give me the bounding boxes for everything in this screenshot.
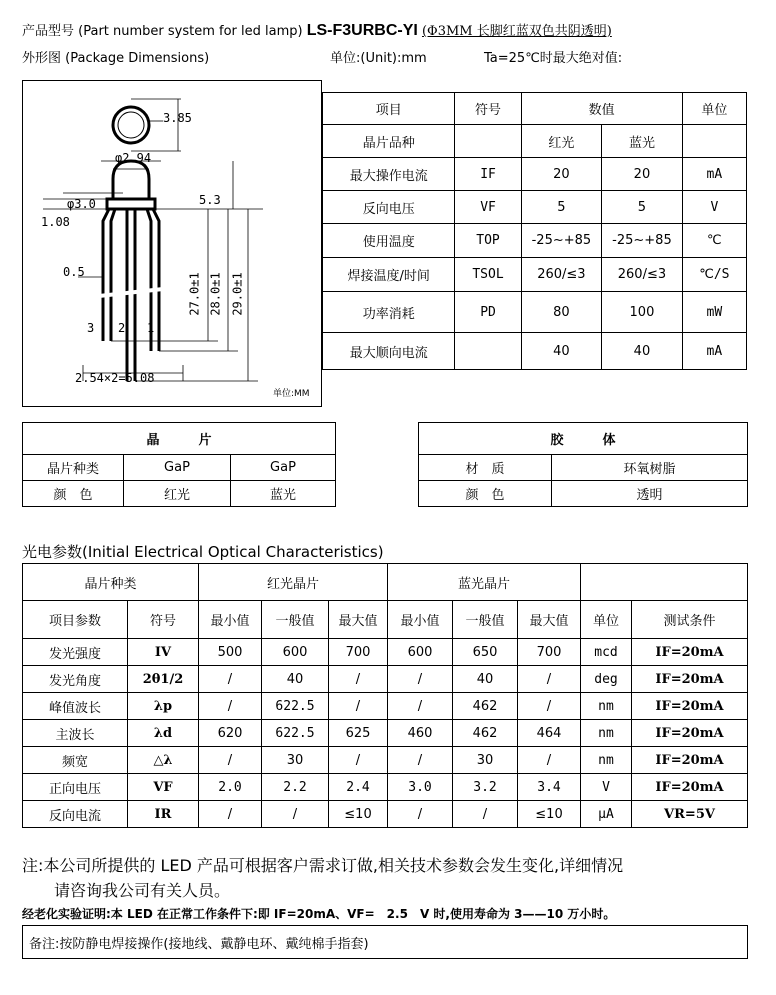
cell: VR=5V: [632, 801, 748, 828]
cell: △λ: [128, 747, 199, 774]
cell: -25~+85: [602, 224, 683, 258]
cell: mW: [682, 292, 746, 333]
header-cell: 符号: [128, 601, 199, 639]
cell: mA: [682, 333, 746, 370]
header-cell: 最大值: [518, 601, 581, 639]
ta-label: Ta=25℃时最大绝对值:: [484, 51, 623, 66]
group-header: 蓝光晶片: [388, 564, 581, 601]
header-cell: 一般值: [262, 601, 329, 639]
cell: 2θ1/2: [128, 666, 199, 693]
cell: 625: [329, 720, 388, 747]
led-outline-svg: [23, 81, 321, 406]
cell: PD: [455, 292, 521, 333]
unit-note: 单位:MM: [273, 389, 310, 399]
cell: 30: [453, 747, 518, 774]
cell: 40: [453, 666, 518, 693]
cell: /: [262, 801, 329, 828]
header-cell: 单位: [581, 601, 632, 639]
cell: IF=20mA: [632, 693, 748, 720]
cell: ℃/S: [682, 258, 746, 292]
colloid-title: 胶 体: [419, 423, 748, 455]
cell: 2.0: [199, 774, 262, 801]
table-row: [419, 455, 748, 481]
cell: 焊接温度/时间: [323, 258, 455, 292]
table-row: [23, 601, 748, 639]
cell: 发光角度: [23, 666, 128, 693]
pin-2: 2: [118, 321, 126, 335]
table-row: [23, 666, 748, 693]
cell: GaP: [231, 455, 336, 481]
cell: 3.4: [518, 774, 581, 801]
cell: IF: [455, 158, 521, 191]
header-cell: 最大值: [329, 601, 388, 639]
abs-max-table: [322, 92, 747, 370]
table-row: [23, 423, 336, 455]
cell: 30: [262, 747, 329, 774]
note-line2: 请咨询我公司有关人员。: [54, 881, 231, 900]
cell: 蓝光: [231, 481, 336, 507]
cell: [682, 125, 746, 158]
cell: 260/≤3: [602, 258, 683, 292]
cell: IF=20mA: [632, 774, 748, 801]
cell: VF: [455, 191, 521, 224]
cell: λd: [128, 720, 199, 747]
cell: TSOL: [455, 258, 521, 292]
cell: 主波长: [23, 720, 128, 747]
header-cell: 一般值: [453, 601, 518, 639]
cell: 600: [388, 639, 453, 666]
outline-en: (Package Dimensions): [65, 51, 210, 66]
cell: mcd: [581, 639, 632, 666]
remark-box: [22, 925, 748, 959]
cell: 5: [521, 191, 602, 224]
cell: /: [453, 801, 518, 828]
cell: 2.4: [329, 774, 388, 801]
cell: 260/≤3: [521, 258, 602, 292]
header-cell: 符号: [455, 93, 521, 125]
dim-lead: 0.5: [63, 265, 85, 279]
header-cell: 数值: [521, 93, 682, 125]
cell: 蓝光: [602, 125, 683, 158]
outline-label: 外形图: [22, 51, 62, 66]
table-row: [23, 564, 748, 601]
cell: /: [388, 747, 453, 774]
cell: TOP: [455, 224, 521, 258]
cell: 40: [262, 666, 329, 693]
table-row: [323, 224, 747, 258]
optical-table: [22, 563, 748, 828]
cell: /: [388, 801, 453, 828]
cell: nm: [581, 747, 632, 774]
cell: 700: [329, 639, 388, 666]
cell: 晶片品种: [323, 125, 455, 158]
cell: /: [518, 693, 581, 720]
table-row: [23, 693, 748, 720]
cell: V: [581, 774, 632, 801]
cell: /: [388, 693, 453, 720]
cell: 100: [602, 292, 683, 333]
header-cell: 测试条件: [632, 601, 748, 639]
table-row: [23, 720, 748, 747]
cell: GaP: [124, 455, 231, 481]
cell: V: [682, 191, 746, 224]
cell: /: [388, 666, 453, 693]
cell: /: [199, 666, 262, 693]
cell: 80: [521, 292, 602, 333]
cell: 5: [602, 191, 683, 224]
table-row: [23, 481, 336, 507]
group-header: 红光晶片: [199, 564, 388, 601]
cell: 颜 色: [419, 481, 552, 507]
cell: 622.5: [262, 693, 329, 720]
cell: /: [329, 693, 388, 720]
cell: 700: [518, 639, 581, 666]
cell: ℃: [682, 224, 746, 258]
header-cell: 最小值: [388, 601, 453, 639]
cell: /: [199, 693, 262, 720]
cell: 3.2: [453, 774, 518, 801]
chip-title: 晶 片: [23, 423, 336, 455]
cell: 反向电流: [23, 801, 128, 828]
cell: μA: [581, 801, 632, 828]
table-row: [323, 158, 747, 191]
cell: VF: [128, 774, 199, 801]
cell: 最大操作电流: [323, 158, 455, 191]
pin-1: 1: [147, 321, 155, 335]
cell: nm: [581, 720, 632, 747]
table-row: [419, 423, 748, 455]
cell: 材 质: [419, 455, 552, 481]
cell: 透明: [552, 481, 748, 507]
cell: mA: [682, 158, 746, 191]
cell: ≤10: [518, 801, 581, 828]
cell: /: [199, 801, 262, 828]
cell: /: [199, 747, 262, 774]
dim-pitch: 2.54×2=5.08: [75, 371, 155, 385]
group-header-empty: [581, 564, 748, 601]
cell: IF=20mA: [632, 720, 748, 747]
cell: IV: [128, 639, 199, 666]
cell: 462: [453, 720, 518, 747]
cell: [455, 125, 521, 158]
cell: 464: [518, 720, 581, 747]
cell: 红光: [521, 125, 602, 158]
part-desc: (Φ3MM 长脚红蓝双色共阴透明): [421, 24, 612, 39]
cell: /: [518, 747, 581, 774]
dim-len1: 27.0±1: [187, 272, 202, 316]
header-cell: 项目参数: [23, 601, 128, 639]
cell: /: [329, 666, 388, 693]
pin-3: 3: [87, 321, 95, 335]
header-line2: [22, 47, 209, 66]
cell: 3.0: [388, 774, 453, 801]
optical-title: 光电参数(Initial Electrical Optical Characteristics): [22, 543, 384, 561]
cell: 20: [602, 158, 683, 191]
cell: 20: [521, 158, 602, 191]
cell: deg: [581, 666, 632, 693]
cell: 500: [199, 639, 262, 666]
cell: 650: [453, 639, 518, 666]
cell: 最大顺向电流: [323, 333, 455, 370]
dim-height: 5.3: [199, 193, 221, 207]
dim-flange: φ3.0: [67, 197, 96, 211]
header-line1: [22, 20, 612, 40]
dim-body: φ2.94: [115, 151, 152, 165]
table-row: [323, 125, 747, 158]
table-row: [23, 455, 336, 481]
cell: /: [329, 747, 388, 774]
cell: 峰值波长: [23, 693, 128, 720]
dim-top: 3.85: [163, 111, 192, 125]
table-row: [23, 774, 748, 801]
cell: 600: [262, 639, 329, 666]
cell: IF=20mA: [632, 747, 748, 774]
table-row: [23, 747, 748, 774]
header-cell: 项目: [323, 93, 455, 125]
unit-label: 单位:(Unit):mm: [330, 51, 427, 66]
cell: [455, 333, 521, 370]
part-number: LS-F3URBC-YI: [306, 22, 418, 39]
cell: 频宽: [23, 747, 128, 774]
cell: 622.5: [262, 720, 329, 747]
cell: /: [518, 666, 581, 693]
table-row: [323, 292, 747, 333]
cell: 使用温度: [323, 224, 455, 258]
colloid-table: [418, 422, 748, 507]
note-line1: 注:本公司所提供的 LED 产品可根据客户需求订做,相关技术参数会发生变化,详细情况: [22, 856, 624, 875]
cell: ≤10: [329, 801, 388, 828]
cell: 40: [521, 333, 602, 370]
header-cell: 单位: [682, 93, 746, 125]
package-drawing: [22, 80, 322, 407]
cell: nm: [581, 693, 632, 720]
cell: 功率消耗: [323, 292, 455, 333]
table-row: [323, 93, 747, 125]
product-en: (Part number system for led lamp): [78, 24, 303, 39]
dim-len2: 28.0±1: [208, 272, 223, 316]
group-header: 晶片种类: [23, 564, 199, 601]
table-row: [23, 801, 748, 828]
cell: 460: [388, 720, 453, 747]
remark-text: 备注:按防静电焊接操作(接地线、戴静电环、戴纯棉手指套): [29, 937, 369, 952]
cell: IF=20mA: [632, 666, 748, 693]
aging-note: 经老化实验证明:本 LED 在正常工作条件下:即 IF=20mA、VF= 2.5 V 时,使用寿命为 3——10 万小时。: [22, 907, 616, 921]
table-row: [419, 481, 748, 507]
table-row: [323, 333, 747, 370]
cell: 462: [453, 693, 518, 720]
cell: 620: [199, 720, 262, 747]
cell: 环氧树脂: [552, 455, 748, 481]
cell: 发光强度: [23, 639, 128, 666]
product-label: 产品型号: [22, 24, 75, 39]
cell: λp: [128, 693, 199, 720]
chip-table: [22, 422, 336, 507]
cell: 反向电压: [323, 191, 455, 224]
cell: 晶片种类: [23, 455, 124, 481]
table-row: [23, 639, 748, 666]
dim-flange-h: 1.08: [41, 215, 70, 229]
cell: 红光: [124, 481, 231, 507]
table-row: [323, 191, 747, 224]
cell: 2.2: [262, 774, 329, 801]
cell: IR: [128, 801, 199, 828]
cell: 颜 色: [23, 481, 124, 507]
cell: -25~+85: [521, 224, 602, 258]
cell: 正向电压: [23, 774, 128, 801]
cell: 40: [602, 333, 683, 370]
dim-len3: 29.0±1: [230, 272, 245, 316]
header-cell: 最小值: [199, 601, 262, 639]
table-row: [323, 258, 747, 292]
cell: IF=20mA: [632, 639, 748, 666]
